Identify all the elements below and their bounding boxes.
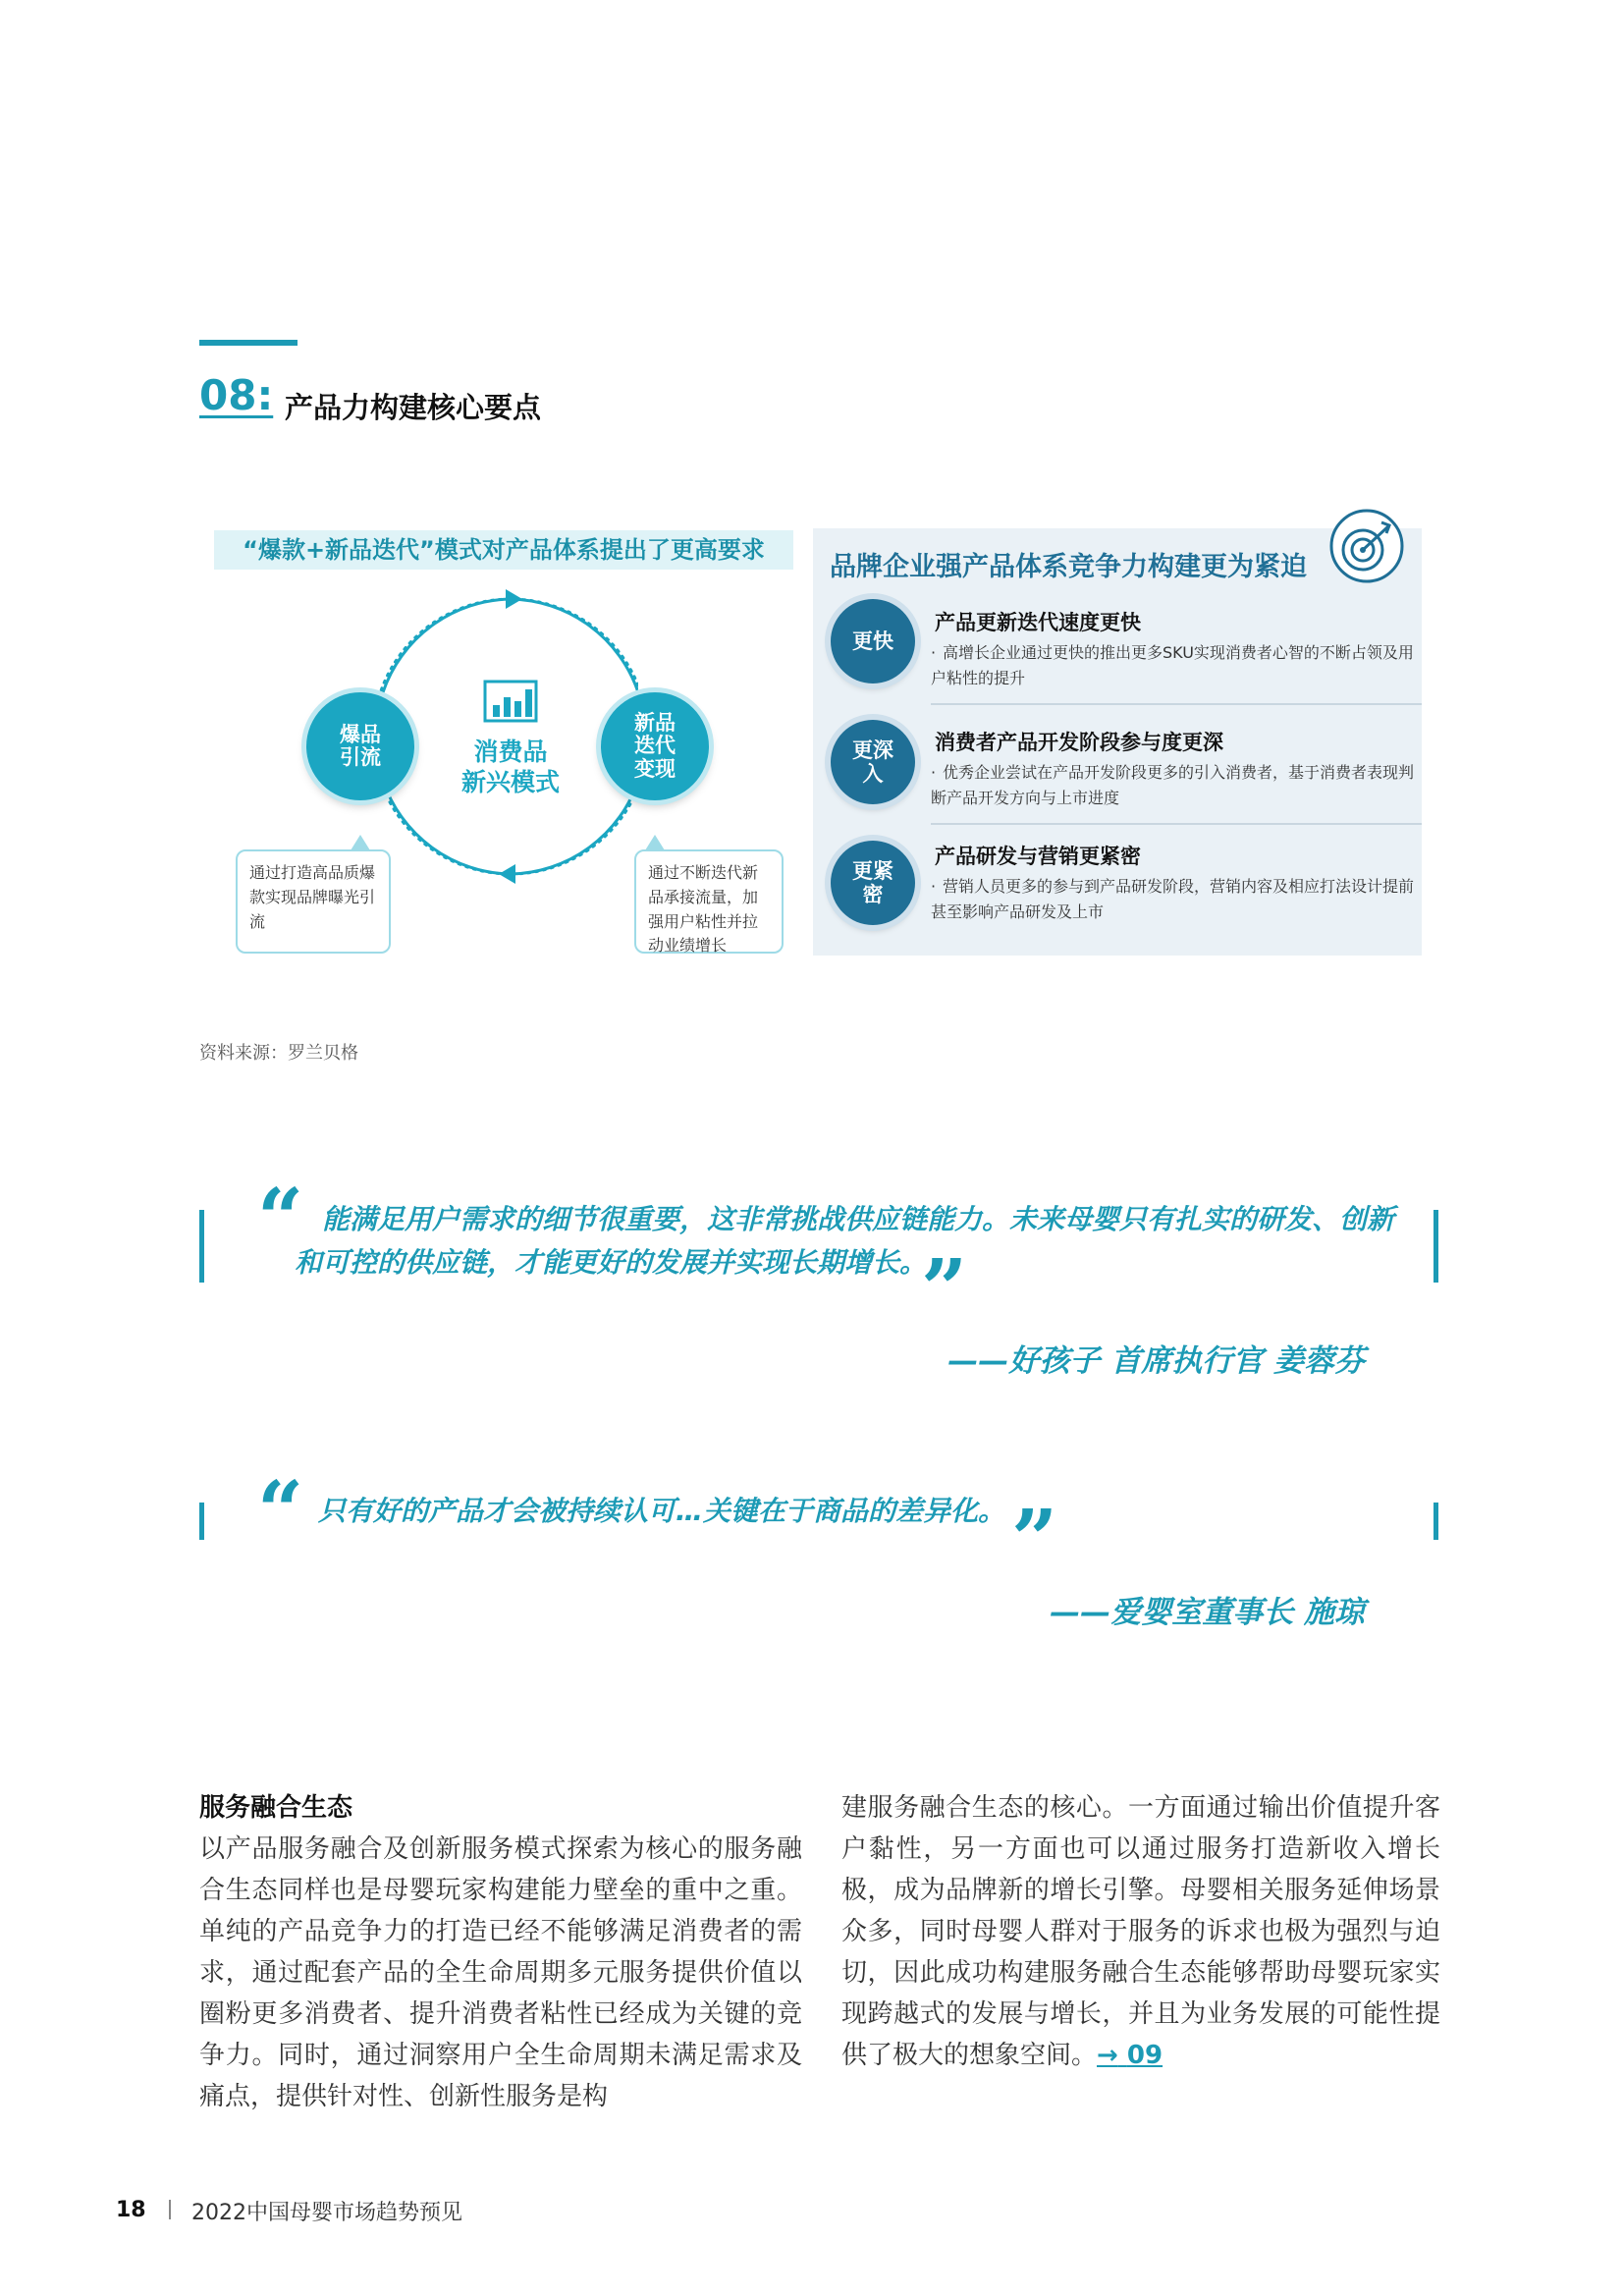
badge-faster xyxy=(831,599,915,683)
item-title-deeper: 消费者产品开发阶段参与度更深 xyxy=(935,731,1223,754)
center-label xyxy=(442,737,579,798)
body-right-text: 建服务融合生态的核心。一方面通过输出价值提升客户黏性，另一方面也可以通过服务打造新收入增长极，成为品牌新的增长引擎。母婴相关服务延伸场景众多，同时母婴人群对于服务的诉求也极为强烈与迫切，因此成功构建服务融合生态能够帮助母婴玩家实现跨越式的发展与增长，并且为业务发展的可能性提供了极大的想象空间。 xyxy=(841,1793,1440,2070)
next-section-link[interactable] xyxy=(1097,2041,1163,2070)
quote-2-line1: 只有好的产品才会被持续认可…关键在于商品的差异化。 xyxy=(318,1495,1006,1527)
node-new-line1: 新品 xyxy=(634,711,676,736)
badge-deeper xyxy=(831,720,915,804)
section-number: 08: xyxy=(199,371,274,419)
item-desc-faster-text: 高增长企业通过更快的推出更多SKU实现消费者心智的不断占领及用户粘性的提升 xyxy=(931,643,1414,687)
badge-deeper-line1: 更深 xyxy=(852,738,893,762)
body-section-title: 服务融合生态 xyxy=(199,1793,353,1823)
quote-right-bar xyxy=(1434,1503,1438,1540)
left-panel-title: “爆款+新品迭代”模式对产品体系提出了更高要求 xyxy=(214,530,793,570)
bubble-left-tail xyxy=(351,835,370,850)
callout-new-iteration: 通过不断迭代新品承接流量，加强用户粘性并拉动业绩增长 xyxy=(634,849,784,954)
quote-close-icon: ” xyxy=(1011,1493,1058,1587)
page-number: 18 xyxy=(116,2198,146,2222)
badge-faster-text: 更快 xyxy=(852,629,893,653)
item-title-closer: 产品研发与营销更紧密 xyxy=(935,845,1141,868)
target-icon xyxy=(1327,507,1406,585)
item-title-faster: 产品更新迭代速度更快 xyxy=(935,611,1141,634)
node-new-line2: 迭代 xyxy=(634,734,676,758)
footer-divider xyxy=(169,2200,171,2219)
bar-chart-icon xyxy=(481,678,540,725)
badge-closer xyxy=(831,841,915,925)
footer-report-title: 2022中国母婴市场趋势预见 xyxy=(191,2201,462,2225)
body-left-text: 以产品服务融合及创新服务模式探索为核心的服务融合生态同样也是母婴玩家构建能力壁垒的重中之重。单纯的产品竞争力的打造已经不能够满足消费者的需求，通过配套产品的全生命周期多元服务提供价值以圈粉更多消费者、提升消费者粘性已经成为关键的竞争力。同时，通过洞察用户全生命周期未满足需求及痛点，提供针对性、创新性服务是构 xyxy=(199,1834,802,2111)
node-hot-line1: 爆品 xyxy=(340,722,381,746)
quote-2-author: ——爱婴室董事长 施琼 xyxy=(1050,1595,1365,1630)
item-desc-faster: · 高增长企业通过更快的推出更多SKU实现消费者心智的不断占领及用户粘性的提升 xyxy=(931,643,1414,687)
badge-deeper-line2: 入 xyxy=(862,762,884,786)
center-label-line2: 新兴模式 xyxy=(460,768,560,797)
quote-open-icon: “ xyxy=(257,1464,304,1558)
quote-left-bar xyxy=(199,1503,204,1540)
quote-1-line1: 能满足用户需求的细节很重要，这非常挑战供应链能力。未来母婴只有扎实的研发、创新 xyxy=(322,1203,1395,1235)
section-accent-bar xyxy=(199,340,298,346)
quote-open-icon: “ xyxy=(257,1172,304,1266)
source-note: 资料来源：罗兰贝格 xyxy=(199,1043,358,1064)
right-panel-title: 品牌企业强产品体系竞争力构建更为紧迫 xyxy=(830,552,1307,582)
item-desc-deeper-text: 优秀企业尝试在产品开发阶段更多的引入消费者，基于消费者表现判断产品开发方向与上市进度 xyxy=(931,763,1415,807)
arrow-right-icon: → xyxy=(1097,2041,1118,2070)
node-hot-product xyxy=(306,692,414,800)
item-desc-closer: · 营销人员更多的参与到产品研发阶段，营销内容及相应打法设计提前甚至影响产品研发及上市 xyxy=(931,877,1415,921)
quote-1-line2: 和可控的供应链，才能更好的发展并实现长期增长。 xyxy=(295,1246,928,1279)
body-right-column xyxy=(841,1787,1440,2102)
node-hot-line2: 引流 xyxy=(340,745,381,769)
item-divider xyxy=(931,823,1422,825)
section-title: 产品力构建核心要点 xyxy=(285,391,542,424)
quote-right-bar xyxy=(1434,1210,1438,1283)
item-desc-deeper: · 优秀企业尝试在产品开发阶段更多的引入消费者，基于消费者表现判断产品开发方向与上市进度 xyxy=(931,763,1415,807)
body-left-column xyxy=(199,1787,802,2111)
quote-close-icon: ” xyxy=(921,1242,968,1337)
arrow-top-icon xyxy=(506,589,522,609)
arrow-bottom-icon xyxy=(499,864,515,884)
bubble-right-tail xyxy=(645,835,665,850)
node-new-line3: 变现 xyxy=(634,756,676,781)
item-divider xyxy=(931,703,1422,705)
center-label-line1: 消费品 xyxy=(473,738,548,766)
badge-closer-line1: 更紧 xyxy=(852,858,893,883)
next-section-number: 09 xyxy=(1126,2041,1163,2070)
callout-hot-product: 通过打造高品质爆款实现品牌曝光引流 xyxy=(236,849,391,954)
badge-closer-line2: 密 xyxy=(862,883,884,906)
quote-left-bar xyxy=(199,1210,204,1283)
item-desc-closer-text: 营销人员更多的参与到产品研发阶段，营销内容及相应打法设计提前甚至影响产品研发及上市 xyxy=(931,877,1415,921)
quote-1-author: ——好孩子 首席执行官 姜蓉芬 xyxy=(947,1343,1365,1379)
node-new-iteration xyxy=(601,692,709,800)
